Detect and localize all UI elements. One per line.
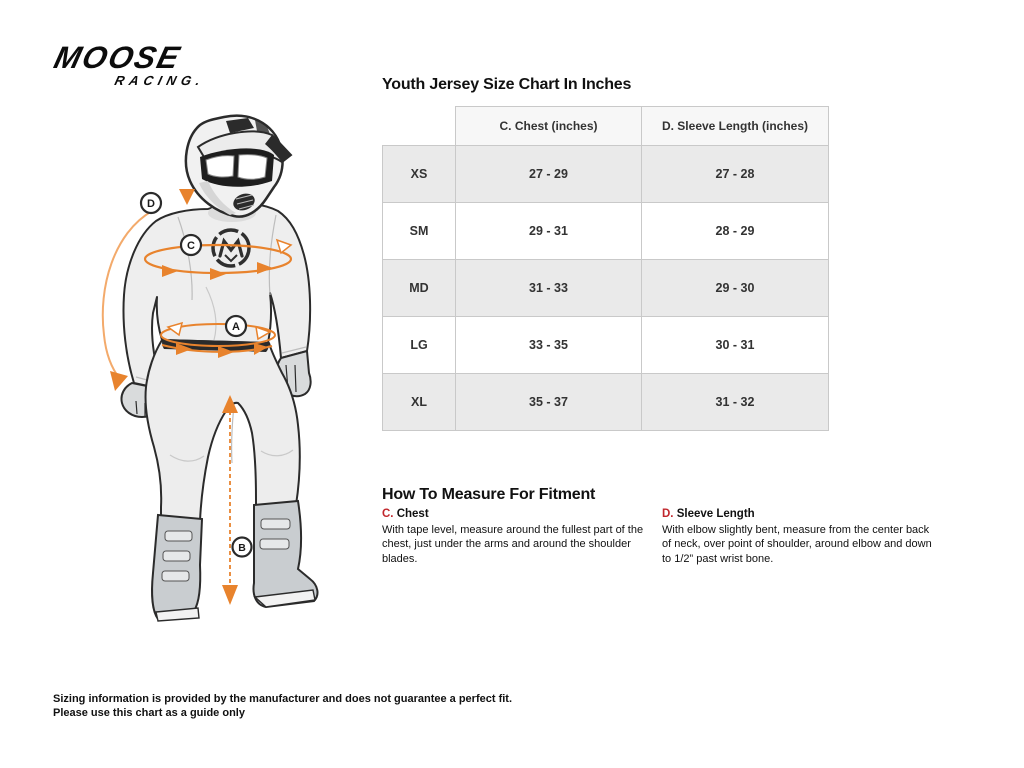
size-chart-table xyxy=(382,106,829,431)
measure-item-sleeve xyxy=(662,508,940,566)
disclaimer-line-2: Please use this chart as a guide only xyxy=(53,706,245,719)
marker-a-badge xyxy=(226,316,246,336)
sleeve-cell: 27 - 28 xyxy=(642,146,829,203)
sleeve-cell: 30 - 31 xyxy=(642,317,829,374)
table-row xyxy=(383,203,829,260)
header-chest: C. Chest (inches) xyxy=(456,107,642,146)
marker-a-label: A xyxy=(232,321,240,333)
moose-racing-logo xyxy=(50,40,255,98)
left-boot-buckle xyxy=(165,531,192,541)
header-sleeve: D. Sleeve Length (inches) xyxy=(642,107,829,146)
sleeve-cell: 28 - 29 xyxy=(642,203,829,260)
size-cell: MD xyxy=(383,260,456,317)
header-blank-cell xyxy=(383,107,456,146)
measure-item-text: With tape level, measure around the fullest part of the chest, just under the arms and around the shoulder blades. xyxy=(382,524,644,565)
marker-b-badge xyxy=(233,538,252,557)
marker-d-badge xyxy=(141,193,161,213)
logo-word-moose: MOOSE xyxy=(50,40,185,75)
size-cell: XL xyxy=(383,374,456,431)
table-row xyxy=(383,317,829,374)
inseam-arrow-down-icon xyxy=(222,585,238,605)
size-cell: LG xyxy=(383,317,456,374)
measure-letter: C. xyxy=(382,508,394,520)
measure-item-heading xyxy=(382,508,660,520)
size-chart-title: Youth Jersey Size Chart In Inches xyxy=(382,76,632,93)
measure-item-heading xyxy=(662,508,940,520)
measure-letter: D. xyxy=(662,508,674,520)
marker-b-label: B xyxy=(238,542,246,554)
measure-item-text: With elbow slightly bent, measure from the center back of neck, over point of shoulder, around elbow and down to 1/2” past wrist bone. xyxy=(662,524,932,565)
marker-d-label: D xyxy=(147,198,155,210)
left-boot-buckle xyxy=(162,571,189,581)
table-header-row xyxy=(383,107,829,146)
left-boot-buckle xyxy=(163,551,190,561)
right-boot-buckle xyxy=(261,519,290,529)
table-row xyxy=(383,260,829,317)
measure-item-chest xyxy=(382,508,660,566)
goggle-lens-left xyxy=(206,156,234,177)
chest-cell: 27 - 29 xyxy=(456,146,642,203)
pants-fly-seam xyxy=(232,405,234,463)
sleeve-cell: 31 - 32 xyxy=(642,374,829,431)
logo-word-racing: RACING. xyxy=(113,73,207,88)
measure-name: Sleeve Length xyxy=(676,508,755,520)
right-boot-buckle xyxy=(260,539,289,549)
chest-cell: 31 - 33 xyxy=(456,260,642,317)
goggle-lens-right xyxy=(238,155,267,180)
size-cell: XS xyxy=(383,146,456,203)
sleeve-cell: 29 - 30 xyxy=(642,260,829,317)
disclaimer-line-1: Sizing information is provided by the manufacturer and does not guarantee a perfect fit. xyxy=(53,693,513,705)
table-row xyxy=(383,374,829,431)
measure-section-title: How To Measure For Fitment xyxy=(382,486,596,503)
size-cell: SM xyxy=(383,203,456,260)
shoulder-arrow-icon xyxy=(179,189,195,205)
chest-cell: 33 - 35 xyxy=(456,317,642,374)
rider-illustration-svg xyxy=(58,95,370,655)
rider-illustration xyxy=(58,95,370,655)
pants xyxy=(145,340,299,521)
marker-c-badge xyxy=(181,235,201,255)
chest-cell: 29 - 31 xyxy=(456,203,642,260)
marker-c-label: C xyxy=(187,240,195,252)
chest-cell: 35 - 37 xyxy=(456,374,642,431)
table-row xyxy=(383,146,829,203)
disclaimer xyxy=(53,693,512,721)
measure-name: Chest xyxy=(396,508,429,520)
